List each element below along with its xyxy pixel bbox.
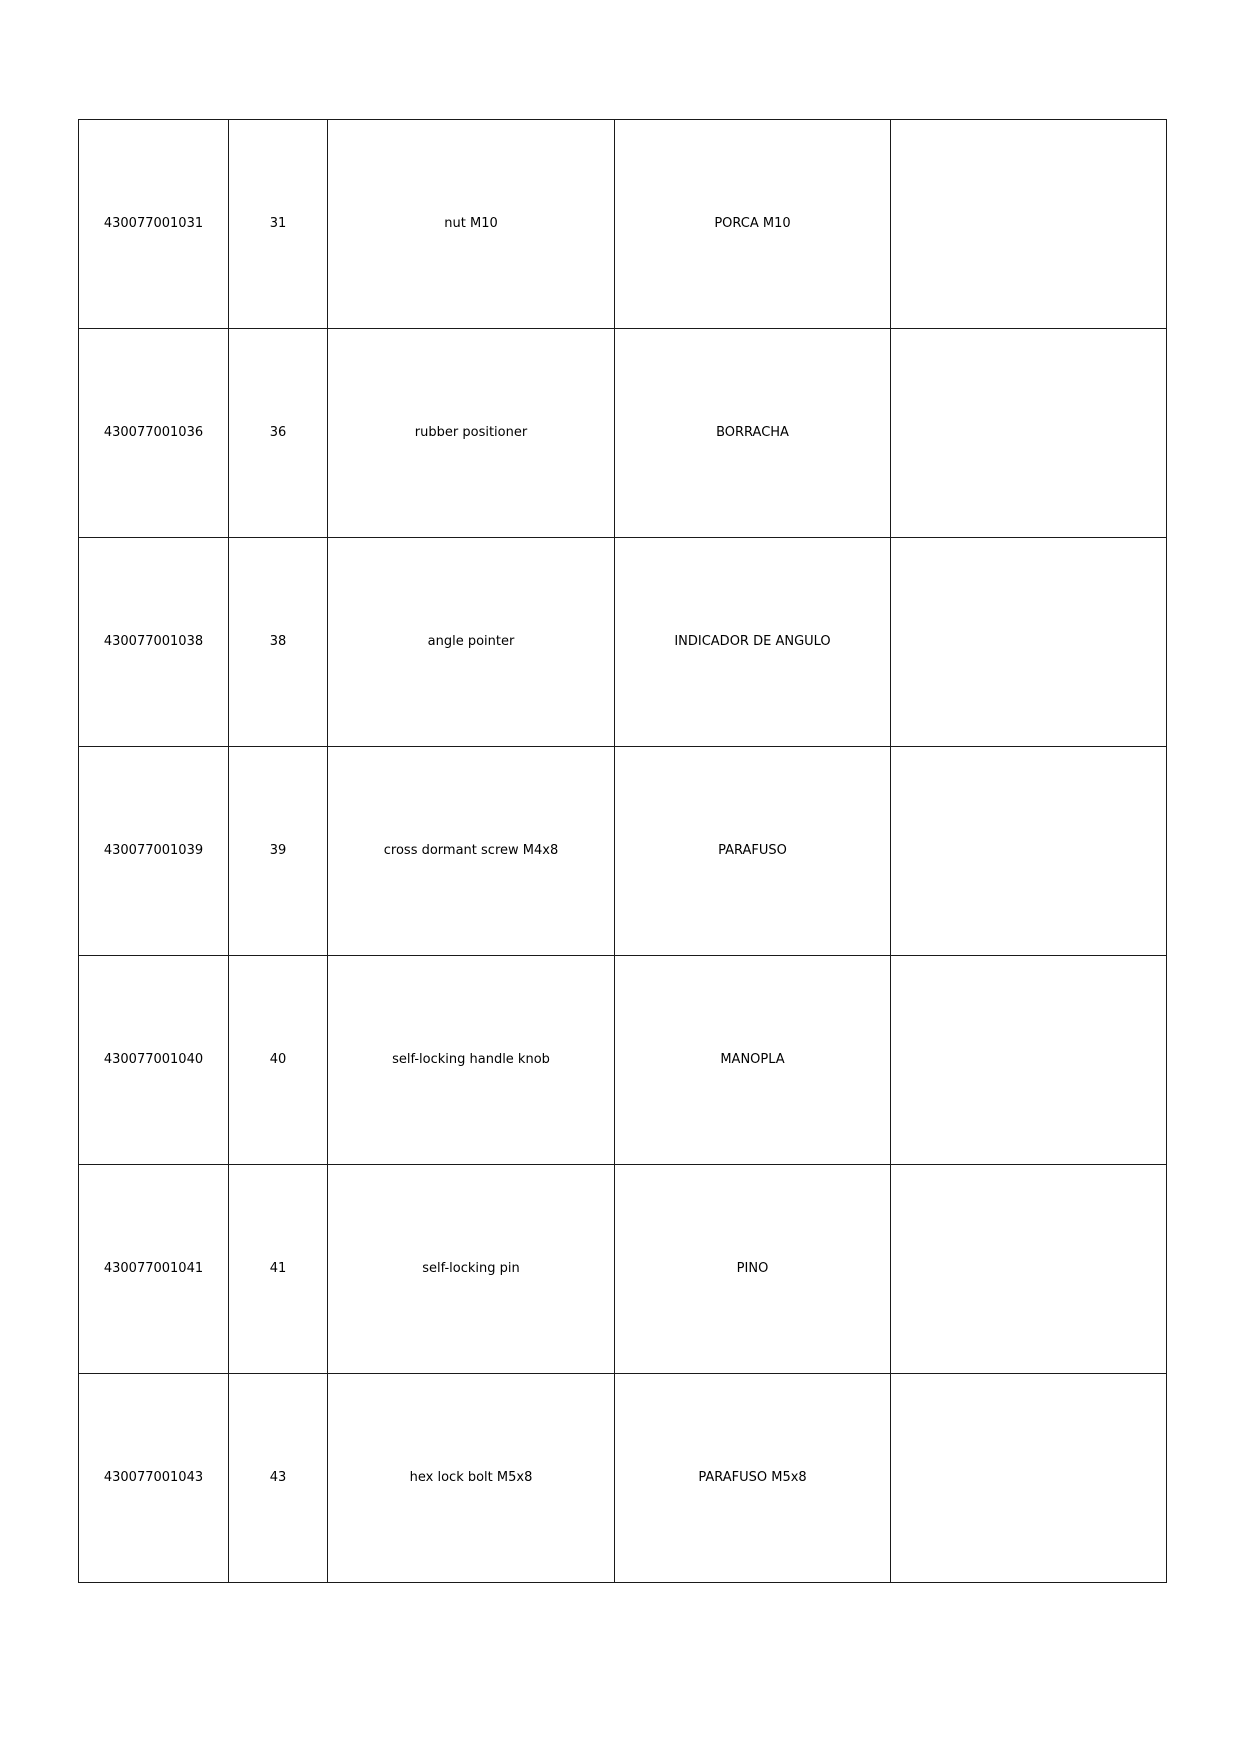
notes-cell: [891, 747, 1167, 956]
ref-number-cell: 31: [229, 120, 328, 329]
table-row: [79, 120, 1167, 329]
part-code-cell: 430077001040: [79, 956, 229, 1165]
notes-cell: [891, 956, 1167, 1165]
part-code-cell: 430077001039: [79, 747, 229, 956]
portuguese-description-cell: PINO: [615, 1165, 891, 1374]
notes-cell: [891, 1374, 1167, 1583]
portuguese-description-cell: PARAFUSO M5x8: [615, 1374, 891, 1583]
portuguese-description-cell: PARAFUSO: [615, 747, 891, 956]
table-row: [79, 1165, 1167, 1374]
table-row: [79, 747, 1167, 956]
notes-cell: [891, 538, 1167, 747]
portuguese-description-cell: BORRACHA: [615, 329, 891, 538]
ref-number-cell: 39: [229, 747, 328, 956]
table-row: [79, 956, 1167, 1165]
part-code-cell: 430077001038: [79, 538, 229, 747]
part-code-cell: 430077001043: [79, 1374, 229, 1583]
english-description-cell: rubber positioner: [328, 329, 615, 538]
parts-table-body: [79, 120, 1167, 1583]
english-description-cell: self-locking handle knob: [328, 956, 615, 1165]
table-row: [79, 329, 1167, 538]
portuguese-description-cell: PORCA M10: [615, 120, 891, 329]
ref-number-cell: 43: [229, 1374, 328, 1583]
english-description-cell: hex lock bolt M5x8: [328, 1374, 615, 1583]
portuguese-description-cell: INDICADOR DE ANGULO: [615, 538, 891, 747]
parts-table: [78, 119, 1167, 1583]
table-row: [79, 1374, 1167, 1583]
english-description-cell: self-locking pin: [328, 1165, 615, 1374]
notes-cell: [891, 329, 1167, 538]
notes-cell: [891, 1165, 1167, 1374]
part-code-cell: 430077001031: [79, 120, 229, 329]
english-description-cell: cross dormant screw M4x8: [328, 747, 615, 956]
table-row: [79, 538, 1167, 747]
english-description-cell: angle pointer: [328, 538, 615, 747]
ref-number-cell: 40: [229, 956, 328, 1165]
part-code-cell: 430077001036: [79, 329, 229, 538]
part-code-cell: 430077001041: [79, 1165, 229, 1374]
portuguese-description-cell: MANOPLA: [615, 956, 891, 1165]
notes-cell: [891, 120, 1167, 329]
ref-number-cell: 38: [229, 538, 328, 747]
ref-number-cell: 41: [229, 1165, 328, 1374]
english-description-cell: nut M10: [328, 120, 615, 329]
ref-number-cell: 36: [229, 329, 328, 538]
